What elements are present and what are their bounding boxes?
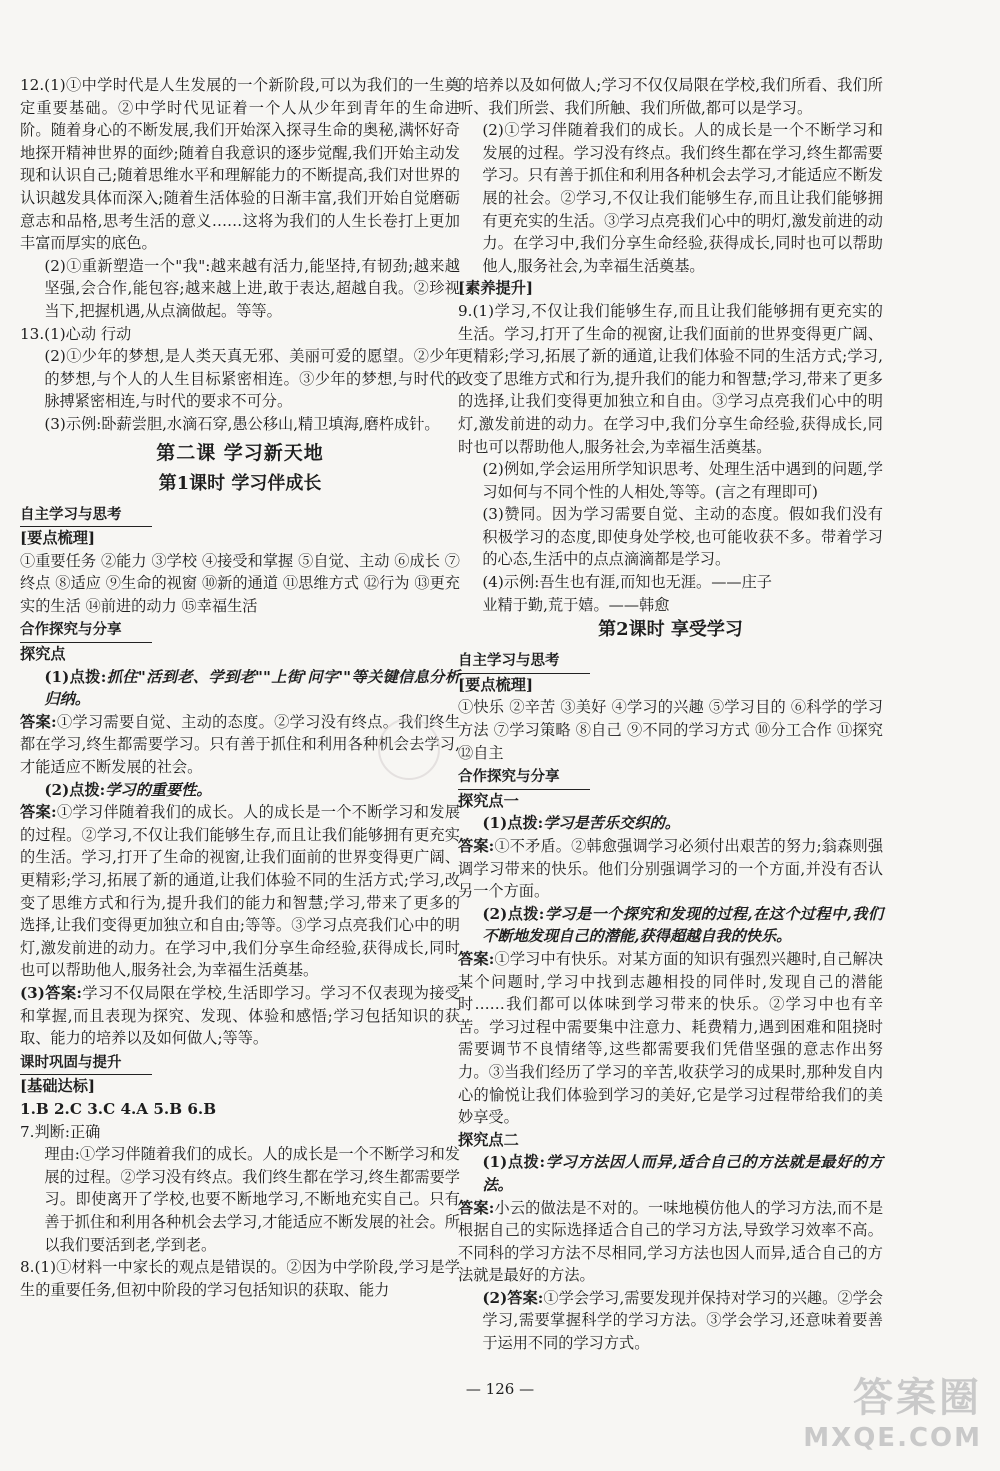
hint-text: 抓住"活到老、学到老""上街'问字'"等关键信息分析归纳。 bbox=[44, 667, 461, 709]
period-title: 第2课时 享受学习 bbox=[598, 619, 743, 641]
answer-text: ①学会学习,需要发现并保持对学习的兴趣。②学会学习,需要掌握科学的学习方法。③学会学习,还意味着要善于运用不同的学习方式。 bbox=[482, 1288, 883, 1353]
answer-text: 学习不仅局限在学校,生活即学习。学习不仅表现为接受和掌握,而且表现为探究、发现、体验和感悟;学习包括知识的获取、能力的培养以及如何做人;等等。 bbox=[20, 983, 461, 1048]
page-number: — 126 — bbox=[465, 1380, 535, 1398]
hint-text: 学习方法因人而异,适合自己的方法就是最好的方法。 bbox=[482, 1153, 884, 1194]
section-self-study: 自主学习与思考 bbox=[458, 650, 590, 674]
subsection-key-points: [要点梳理] bbox=[20, 529, 96, 548]
subsection-explore-1: 探究点一 bbox=[458, 791, 519, 810]
q7-reason: 理由:①学习伴随着我们的成长。人的成长是一个不断学习和发展的过程。②学习没有终点。我们终生都在学习,终生都需要学习。即使离开了学校,也要不断地学习,不断地充实自己。只有善于抓住和利用各种机会去学习,才能适应不断发展的社会。所以我们要活到老,学到老。 bbox=[44, 1145, 460, 1254]
period-title: 第1课时 学习伴成长 bbox=[158, 472, 322, 494]
section-cooperation: 合作探究与分享 bbox=[458, 766, 590, 790]
multiple-choice-answers: 1.B 2.C 3.C 4.A 5.B 6.B bbox=[20, 1099, 217, 1118]
answer-text: ①学习伴随着我们的成长。人的成长是一个不断学习和发展的过程。②学习,不仅让我们能够生存,而且让我们能够拥有更充实的生活。学习,打开了生命的视窗,让我们面前的世界变得更广阔、更精彩;学习,拓展了新的通道,让我们体验不同的生活方式;学习,改变了思维方式和行为,提升我们的能力和智慧;学习,带来了更多的选择,让我们变得更加独立和自由;等等。③学习点亮我们心中的明灯,激发前进的动力。在学习中,我们分享生命经验,获得成长,同时也可以帮助他人,服务社会,为幸福生活奠基。 bbox=[20, 803, 461, 980]
section-self-study: 自主学习与思考 bbox=[20, 504, 152, 528]
key-points-list: ①快乐 ②辛苦 ③美好 ④学习的兴趣 ⑤学习目的 ⑥科学的学习方法 ⑦学习策略 ⑧自己 ⑨不同的学习方式 ⑩分工合作 ⑪探究 ⑫自主 bbox=[458, 698, 883, 762]
subsection-key-points: [要点梳理] bbox=[458, 675, 534, 694]
subsection-explore-2: 探究点二 bbox=[458, 1130, 519, 1149]
answer-text: 小云的做法是不对的。一味地模仿他人的学习方法,而不是根据自己的实际选择适合自己的学习方法,导致学习效率不高。不同科的学习方法不尽相同,学习方法也因人而异,适合自己的方法就是最好的方法。 bbox=[458, 1198, 884, 1285]
q9-part4-line2: 业精于勤,荒于嬉。——韩愈 bbox=[482, 595, 670, 614]
hint-label: (1)点拨: bbox=[482, 1153, 546, 1172]
subsection-explore: 探究点 bbox=[20, 645, 66, 664]
subsection-basic: [基础达标] bbox=[20, 1077, 96, 1096]
hint-label: (1)点拨: bbox=[482, 814, 544, 833]
hint-label: (2)点拨: bbox=[44, 780, 106, 799]
watermark-logo bbox=[803, 1366, 982, 1453]
hint-text: 学习是苦乐交织的。 bbox=[543, 814, 680, 833]
q9-part3: (3)赞同。因为学习需要自觉、主动的态度。假如我们没有积极学习的态度,即使身处学校,也可能收获不多。带着学习的心态,生活中的点点滴滴都是学习。 bbox=[482, 505, 883, 569]
q12-part2: (2)①重新塑造一个"我":越来越有活力,能坚持,有韧劲;越来越坚强,会合作,能包容;越来越上进,敢于表达,超越自我。②珍视当下,把握机遇,从点滴做起。等等。 bbox=[44, 256, 460, 320]
section-consolidation: 课时巩固与提升 bbox=[20, 1052, 152, 1076]
hint-text: 学习是一个探究和发现的过程,在这个过程中,我们不断地发现自己的潜能,获得超越自我的快乐。 bbox=[482, 904, 884, 946]
answer-label: 答案: bbox=[458, 949, 495, 968]
hint-label: (2)点拨: bbox=[482, 904, 545, 923]
q8-continued: 的培养以及如何做人;学习不仅仅局限在学校,我们所看、我们所听、我们所尝、我们所触、我们所做,都可以是学习。 bbox=[458, 76, 883, 117]
answer-label: 答案: bbox=[458, 837, 495, 855]
q9-part4: (4)示例:吾生也有涯,而知也无涯。——庄子 bbox=[482, 573, 772, 592]
answer-text: ①学习中有快乐。对某方面的知识有强烈兴趣时,自己解决某个问题时,学习中找到志趣相投的同伴时,发现自己的潜能时……我们都可以体味到学习带来的快乐。②学习中也有辛苦。学习过程中需要集中注意力、耗费精力,遇到困难和阻挠时需要调节不良情绪等,这些都需要我们凭借坚强的意志作出努力。③当我们经历了学习的辛苦,收获学习的成果时,那种发自内心的愉悦让我们体验到学习的美好,它是学习过程带给我们的美妙享受。 bbox=[458, 949, 884, 1127]
lesson-title: 第二课 学习新天地 bbox=[156, 441, 324, 464]
answer-label: 答案: bbox=[458, 1198, 495, 1217]
watermark-url: MXQE.COM bbox=[803, 1423, 982, 1453]
right-column bbox=[458, 74, 883, 1355]
q13-part1: 13.(1)心动 行动 bbox=[20, 324, 132, 343]
answer-label: 答案: bbox=[20, 803, 57, 822]
watermark-title: 答案圈 bbox=[853, 1375, 982, 1421]
q13-part2: (2)①少年的梦想,是人类天真无邪、美丽可爱的愿望。②少年的梦想,与个人的人生目标紧密相连。③少年的梦想,与时代的脉搏紧密相连,与时代的要求不可分。 bbox=[44, 347, 460, 411]
subsection-literacy: [素养提升] bbox=[458, 279, 534, 298]
answer-label: (2)答案: bbox=[482, 1288, 544, 1307]
answer-label: 答案: bbox=[20, 712, 57, 731]
answer-text: ①不矛盾。②韩愈强调学习必须付出艰苦的努力;翁森则强调学习带来的快乐。他们分别强调学习的一个方面,并没有否认另一个方面。 bbox=[458, 837, 884, 901]
q9-part2: (2)例如,学会运用所学知识思考、处理生活中遇到的问题,学习如何与不同个性的人相处,等等。(言之有理即可) bbox=[482, 460, 883, 501]
q8-part2: (2)①学习伴随着我们的成长。人的成长是一个不断学习和发展的过程。学习没有终点。我们终生都在学习,终生都需要学习。只有善于抓住和利用各种机会去学习,才能适应不断发展的社会。②学习,不仅让我们能够生存,而且让我们能够拥有更充实的生活。③学习点亮我们心中的明灯,激发前进的动力。在学习中,我们分享生命经验,获得成长,同时也可以帮助他人,服务社会,为幸福生活奠基。 bbox=[482, 121, 883, 275]
answer-text: ①学习需要自觉、主动的态度。②学习没有终点。我们终生都在学习,终生都需要学习。只有善于抓住和利用各种机会去学习,才能适应不断发展的社会。 bbox=[20, 712, 461, 777]
hint-text: 学习的重要性。 bbox=[105, 780, 212, 799]
key-points-list: ①重要任务 ②能力 ③学校 ④接受和掌握 ⑤自觉、主动 ⑥成长 ⑦终点 ⑧适应 ⑨生命的视窗 ⑩新的通道 ⑪思维方式 ⑫行为 ⑬更充实的生活 ⑭前进的动力 ⑮幸福生活 bbox=[20, 551, 460, 615]
q8-part1: 8.(1)①材料一中家长的观点是错误的。②因为中学阶段,学习是学生的重要任务,但初中阶段的学习包括知识的获取、能力 bbox=[20, 1258, 460, 1299]
left-column bbox=[20, 74, 460, 1301]
q9-part1: 9.(1)学习,不仅让我们能够生存,而且让我们能够拥有更充实的生活。学习,打开了生命的视窗,让我们面前的世界变得更广阔、更精彩;学习,拓展了新的通道,让我们体验不同的生活方式;学习,改变了思维方式和行为,提升我们的能力和智慧;学习,带来了更多的选择,让我们变得更加独立和自由。③学习点亮我们心中的明灯,激发前进的动力。在学习中,我们分享生命经验,获得成长,同时也可以帮助他人,服务社会,为幸福生活奠基。 bbox=[458, 301, 883, 456]
hint-label: (1)点拨: bbox=[44, 667, 107, 686]
q12-part1: 12.(1)①中学时代是人生发展的一个新阶段,可以为我们的一生奠定重要基础。②中学时代见证着一个人从少年到青年的生命进阶。随着身心的不断发展,我们开始深入探寻生命的奥秘,满怀好奇地探开精神世界的面纱;随着自我意识的逐步觉醒,我们开始主动发现和认识自己;随着思维水平和理解能力的不断提高,我们对世界的认识越发具体而深入;随着生活体验的日渐丰富,我们开始自觉磨砺意志和品格,思考生活的意义……这将为我们的人生长卷打上更加丰富而厚实的底色。 bbox=[20, 76, 460, 253]
q13-part3: (3)示例:卧薪尝胆,水滴石穿,愚公移山,精卫填海,磨杵成针。 bbox=[44, 414, 440, 433]
faint-stamp bbox=[378, 718, 440, 780]
q7-judgement: 7.判断:正确 bbox=[20, 1122, 101, 1141]
answer-label: (3)答案: bbox=[20, 983, 82, 1002]
section-cooperation: 合作探究与分享 bbox=[20, 619, 152, 643]
